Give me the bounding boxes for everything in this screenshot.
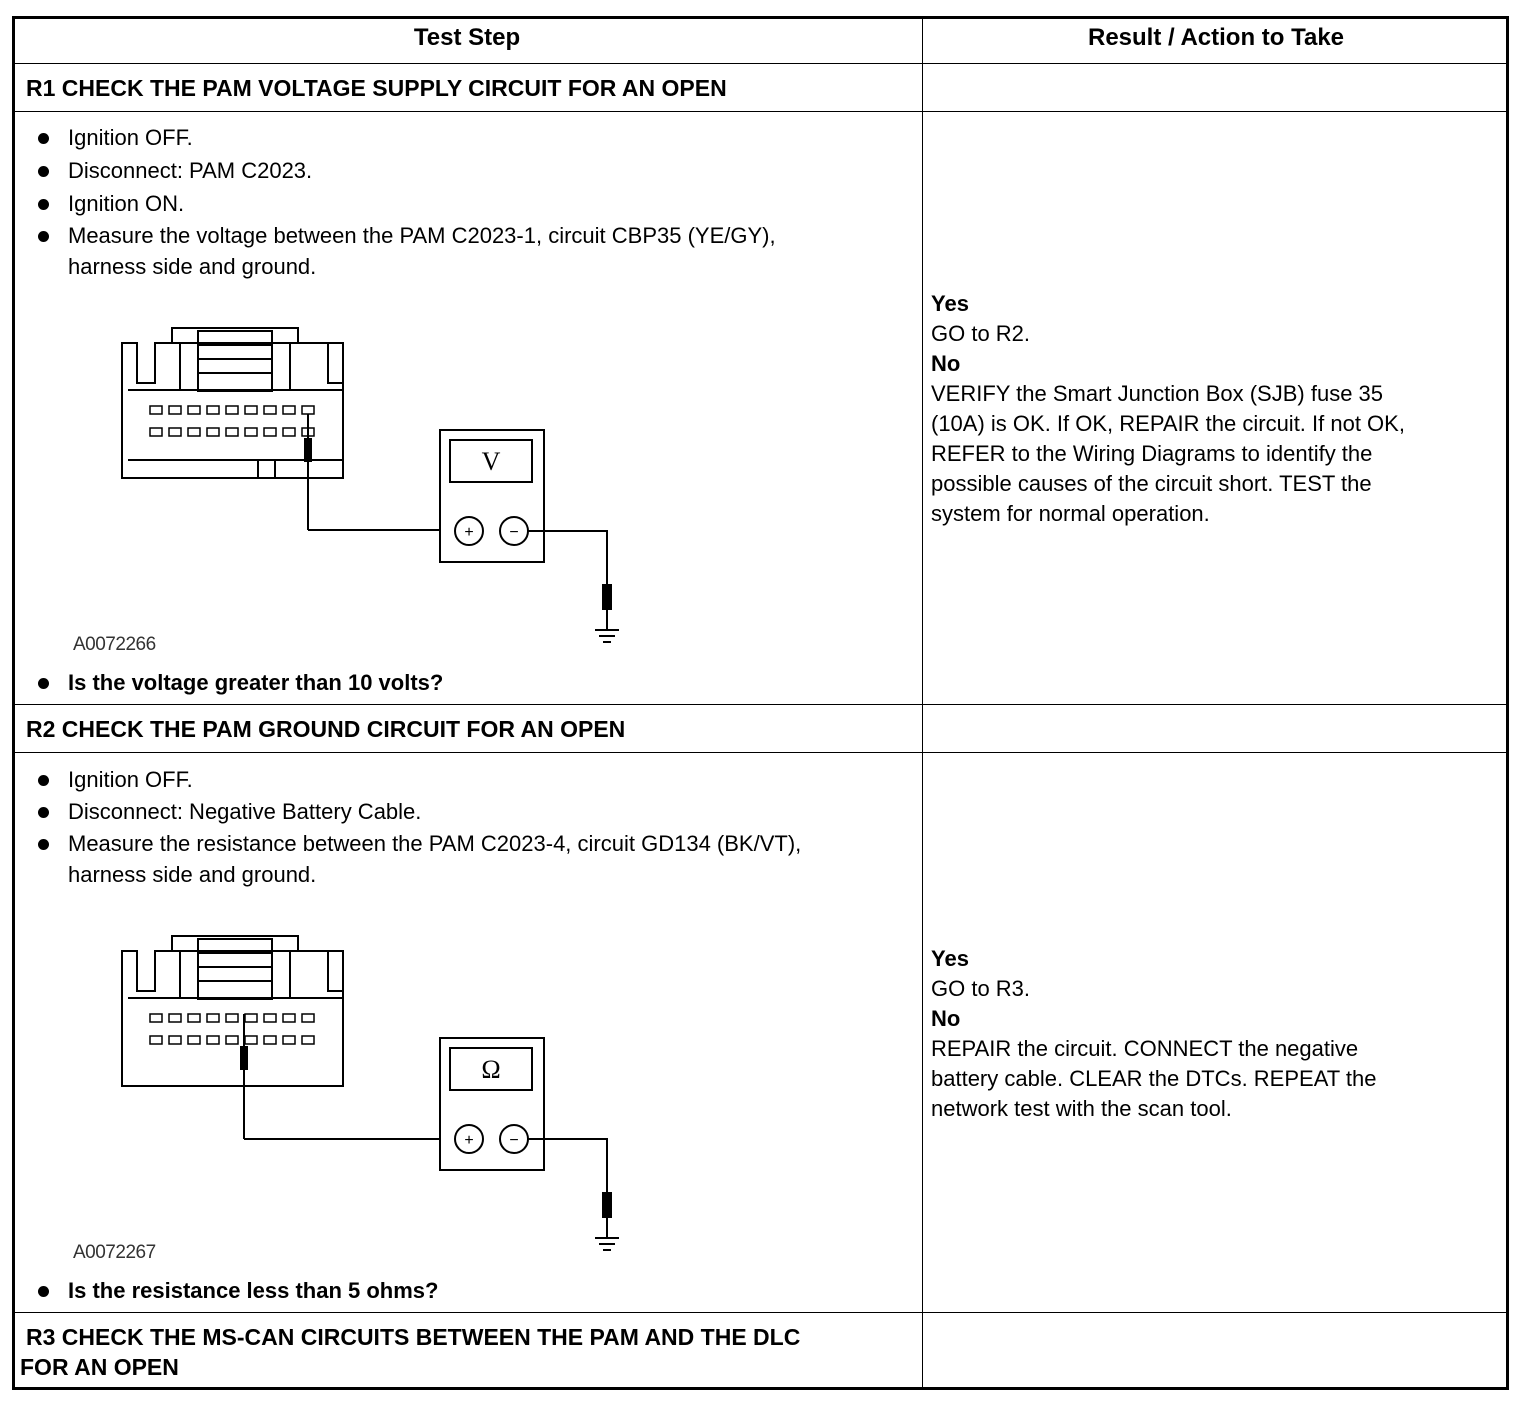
resistance-measurement-diagram <box>110 928 640 1258</box>
bullet-icon <box>38 775 49 786</box>
no-action-line: REFER to the Wiring Diagrams to identify the <box>931 441 1373 466</box>
no-action-line: VERIFY the Smart Junction Box (SJB) fuse 35 <box>931 381 1384 406</box>
yes-action: GO to R3. <box>931 976 1031 1001</box>
result-r2 <box>931 944 1376 1124</box>
svg-text:+: + <box>464 524 474 541</box>
no-action-line: system for normal operation. <box>931 501 1210 526</box>
figure-id: A0072267 <box>73 1242 156 1263</box>
no-label: No <box>931 351 961 376</box>
row-divider <box>12 63 1509 64</box>
row-divider <box>12 704 1509 705</box>
no-action-line: REPAIR the circuit. CONNECT the negative <box>931 1036 1359 1061</box>
result-r1 <box>931 289 1405 529</box>
row-divider <box>12 1312 1509 1313</box>
meter-symbol: V <box>481 447 501 476</box>
header-test-step: Test Step <box>413 24 521 51</box>
bullet-icon <box>38 1286 49 1297</box>
multimeter-icon <box>440 1038 544 1170</box>
bullet-icon <box>38 807 49 818</box>
svg-text:−: − <box>509 1132 519 1149</box>
no-action-line: network test with the scan tool. <box>931 1096 1232 1121</box>
step-title-r2: R2 CHECK THE PAM GROUND CIRCUIT FOR AN OPEN <box>26 716 626 742</box>
step-title-r3-cont: FOR AN OPEN <box>20 1354 179 1380</box>
bullet-icon <box>38 166 49 177</box>
bullet-icon <box>38 839 49 850</box>
row-divider <box>12 111 1509 112</box>
no-action-line: possible causes of the circuit short. TEST the <box>931 471 1372 496</box>
bullet-icon <box>38 678 49 689</box>
header-result-action: Result / Action to Take <box>1087 24 1345 51</box>
yes-label: Yes <box>931 946 969 971</box>
bullet-icon <box>38 199 49 210</box>
yes-action: GO to R2. <box>931 321 1031 346</box>
no-label: No <box>931 1006 961 1031</box>
column-divider <box>922 16 923 1390</box>
bullet-icon <box>38 133 49 144</box>
yes-label: Yes <box>931 291 969 316</box>
row-divider <box>12 752 1509 753</box>
svg-text:+: + <box>464 1132 474 1149</box>
svg-text:−: − <box>509 524 519 541</box>
no-action-line: (10A) is OK. If OK, REPAIR the circuit. If not OK, <box>931 411 1405 436</box>
figure-id: A0072266 <box>73 634 156 655</box>
meter-symbol: Ω <box>481 1055 501 1084</box>
step-title-r1: R1 CHECK THE PAM VOLTAGE SUPPLY CIRCUIT FOR AN OPEN <box>26 75 727 101</box>
step-title-r3: R3 CHECK THE MS-CAN CIRCUITS BETWEEN THE PAM AND THE DLC <box>26 1324 801 1350</box>
no-action-line: battery cable. CLEAR the DTCs. REPEAT the <box>931 1066 1377 1091</box>
bullet-icon <box>38 231 49 242</box>
connector-icon <box>122 936 343 1086</box>
multimeter-icon <box>440 430 544 562</box>
voltage-measurement-diagram <box>110 320 640 650</box>
